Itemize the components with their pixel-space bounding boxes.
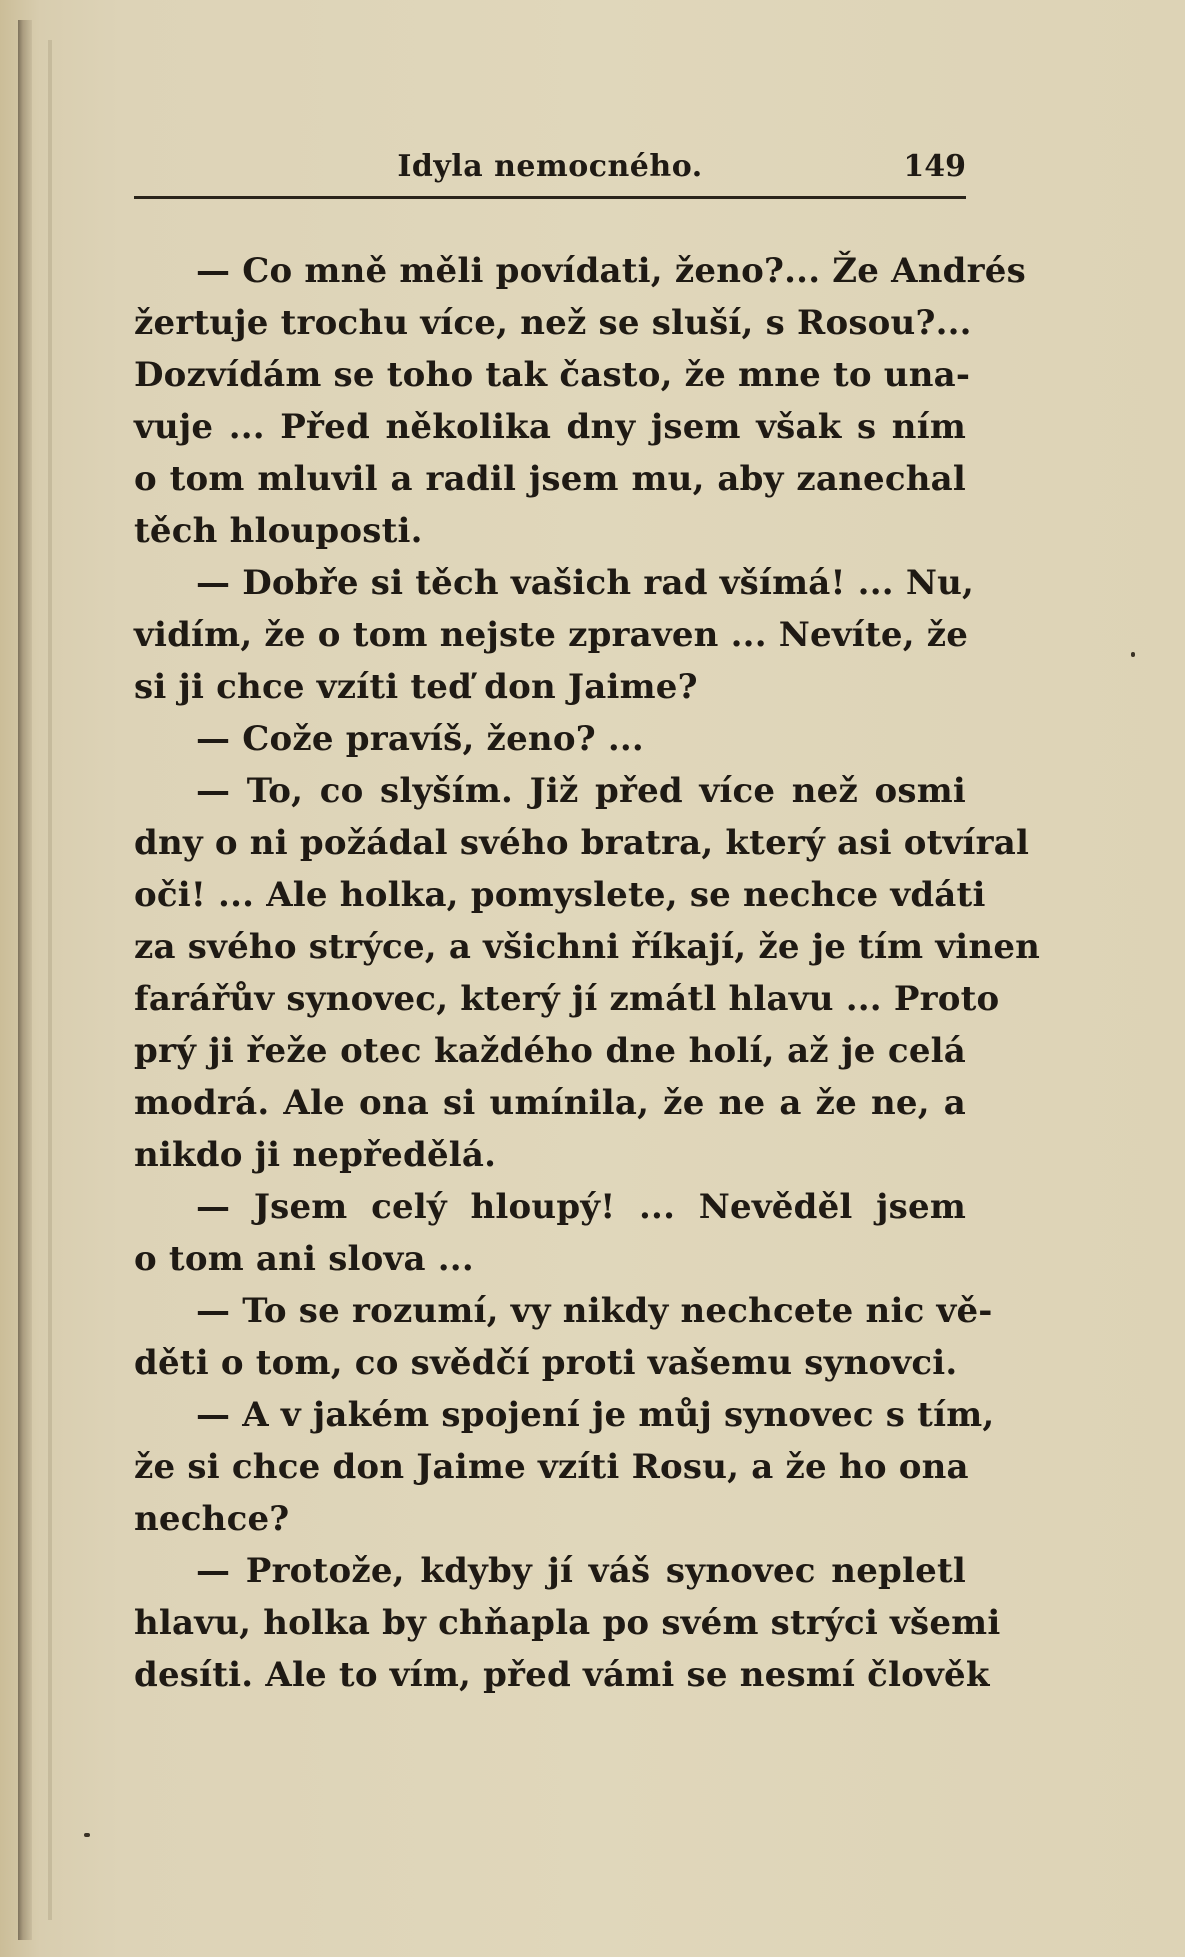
paper-speck bbox=[84, 1833, 90, 1837]
text-line: — To, co slyším. Již před více než osmi bbox=[196, 771, 966, 811]
text-line: dny o ni požádal svého bratra, který asi otvíral bbox=[134, 823, 1030, 863]
text-line: vidím, že o tom nejste zpraven ... Nevíte, že bbox=[134, 615, 969, 655]
text-line: že si chce don Jaime vzíti Rosu, a že ho ona bbox=[134, 1447, 969, 1487]
body-text bbox=[134, 245, 1041, 1701]
text-line: o tom mluvil a radil jsem mu, aby zanechal bbox=[134, 459, 966, 499]
text-line: děti o tom, co svědčí proti vašemu synovci. bbox=[134, 1343, 958, 1383]
text-line: Dozvídám se toho tak často, že mne to una- bbox=[134, 355, 971, 395]
text-line: — To se rozumí, vy nikdy nechcete nic vě- bbox=[196, 1291, 993, 1331]
text-line: — Cože pravíš, ženo? ... bbox=[196, 719, 644, 759]
text-line: nikdo ji nepředělá. bbox=[134, 1135, 497, 1175]
text-line: prý ji řeže otec každého dne holí, až je celá bbox=[134, 1031, 966, 1071]
header-rule bbox=[134, 196, 966, 199]
page-header bbox=[134, 145, 966, 195]
text-line: žertuje trochu více, než se sluší, s Rosou?... bbox=[134, 303, 972, 343]
text-line: — A v jakém spojení je můj synovec s tím, bbox=[196, 1395, 995, 1435]
text-line: — Protože, kdyby jí váš synovec nepletl bbox=[196, 1551, 966, 1591]
running-title: Idyla nemocného. bbox=[397, 149, 703, 184]
page-number: 149 bbox=[903, 149, 966, 184]
text-line: nechce? bbox=[134, 1499, 290, 1539]
text-line: — Co mně měli povídati, ženo?... Že Andrés bbox=[196, 251, 1026, 291]
page-binding-shadow bbox=[48, 40, 52, 1920]
text-line: — Dobře si těch vašich rad všímá! ... Nu, bbox=[196, 563, 975, 603]
text-line: o tom ani slova ... bbox=[134, 1239, 474, 1279]
text-line: — Jsem celý hloupý! ... Nevěděl jsem bbox=[196, 1187, 966, 1227]
text-line: farářův synovec, který jí zmátl hlavu ... Proto bbox=[134, 979, 1000, 1019]
text-line: těch hlouposti. bbox=[134, 511, 423, 551]
text-line: oči! ... Ale holka, pomyslete, se nechce vdáti bbox=[134, 875, 986, 915]
paper-speck bbox=[1131, 652, 1135, 657]
text-line: za svého strýce, a všichni říkají, že je tím vinen bbox=[134, 927, 1041, 967]
text-line: si ji chce vzíti teď don Jaime? bbox=[134, 667, 698, 707]
text-line: hlavu, holka by chňapla po svém strýci všemi bbox=[134, 1603, 1001, 1643]
text-line: desíti. Ale to vím, před vámi se nesmí člověk bbox=[134, 1655, 990, 1695]
page-binding-edge bbox=[18, 20, 32, 1940]
text-line: vuje ... Před několika dny jsem však s ním bbox=[134, 407, 966, 447]
text-line: modrá. Ale ona si umínila, že ne a že ne, a bbox=[134, 1083, 966, 1123]
